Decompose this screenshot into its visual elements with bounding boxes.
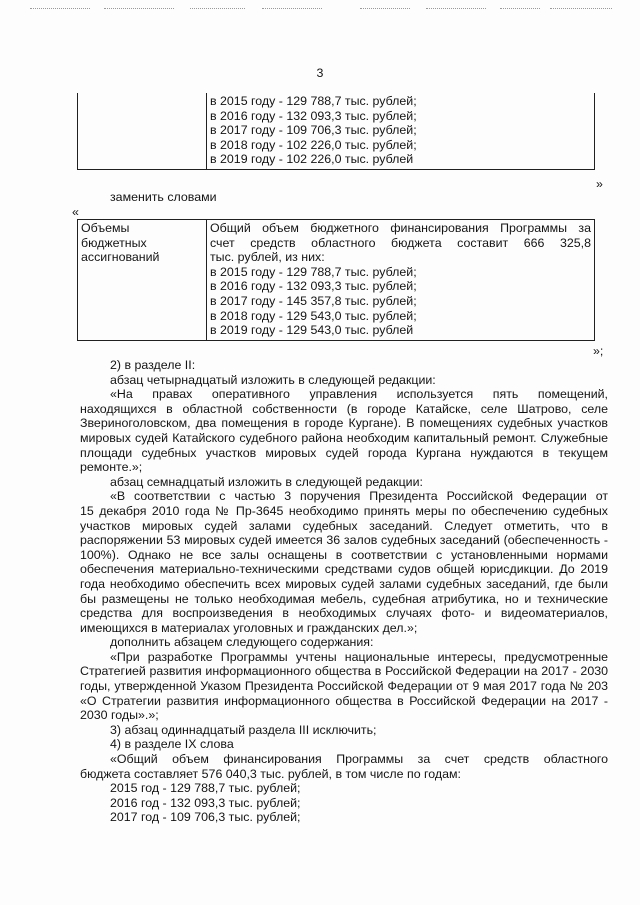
para17-intro: абзац семнадцатый изложить в следующей редакции: [110,474,423,489]
para17-quote-first-line: «В соответствии с частью 3 поручения Президента Российской Федерации от [110,489,608,504]
year-row: в 2019 году - 102 226,0 тыс. рублей [210,152,414,167]
scan-header-line [30,6,612,12]
table-value-cell [207,93,595,169]
item-4: 4) в разделе IX слова [110,737,234,752]
para14-quote-rest: находящихся в областной собственности (в городе Катайске, селе Шатрово, селе Звериноголовском, два помещения в городе Кургане). В помещениях судебных участков мировых судей Катайского судебного района необходим капитальный ремонт. Служебные площади судебных участков мировых судей города Кургана нуждаются в текущем ремонте.»; [80,401,608,475]
item-3: 3) абзац одиннадцатый раздела III исключить; [110,722,377,737]
para17-quote-rest: 15 декабря 2010 года № Пр-3645 необходимо принять меры по обеспечению судебных участков мировых судей залами судебных заседаний. Следует отметить, что в распоряжении 53 мировых судей имеется 36 залов судебных заседаний (обеспеченность - 100%). Однако не все залы оснащены в соответствии с установленными нормами обеспечения материально-техническими средствами судов общей юрисдикции. До 2019 года необходимо обеспечить всех мировых судей залами судебных заседаний, где были бы размещены не только необходимая мебель, судебная атрибутика, но и технические средства для воспроизведения в необходимых случаях фото- и видеоматериалов, имеющихся в материалах уголовных и гражданских дел.»; [80,503,608,635]
item4-quote-rest: бюджета составляет 576 040,3 тыс. рублей, в том числе по годам: [80,766,461,781]
item4-quote-first-line: «Общий объем финансирования Программы за счет средств областного [110,752,608,767]
year-row: в 2016 году - 132 093,3 тыс. рублей; [210,279,417,294]
table-value-cell [207,220,595,341]
year-row: в 2019 году - 129 543,0 тыс. рублей [210,323,414,338]
budget-table-new [77,219,595,341]
year-row: в 2015 году - 129 788,7 тыс. рублей; [210,264,417,279]
label-line: Объемы [81,221,130,235]
label-line: ассигнований [81,250,160,265]
table-label-cell [78,220,207,341]
table-label-cell [78,93,207,169]
year-row: в 2018 году - 102 226,0 тыс. рублей; [210,137,417,152]
year-line: 2016 год - 132 093,3 тыс. рублей; [110,795,301,810]
year-row: в 2017 году - 109 706,3 тыс. рублей; [210,123,417,138]
intro-line: тыс. рублей, из них: [210,250,325,265]
document-body [80,358,608,825]
closing-quote: » [596,177,603,191]
page-number: 3 [316,66,324,80]
closing-quote: »; [593,344,604,358]
year-line: 2017 год - 109 706,3 тыс. рублей; [110,810,301,825]
opening-quote: « [72,205,79,219]
year-row: в 2016 году - 132 093,3 тыс. рублей; [210,108,417,123]
label-line: бюджетных [81,235,147,250]
intro-line: счет средств областного бюджета составит 666 325,8 [210,235,591,250]
year-row: в 2015 году - 129 788,7 тыс. рублей; [210,94,417,108]
para14-quote-first-line: «На правах оперативного управления используется пять помещений, [110,387,608,402]
budget-table-old [77,93,595,170]
replace-words-line: заменить словами [110,190,217,204]
item-2: 2) в разделе II: [110,358,196,372]
year-row: в 2017 году - 145 357,8 тыс. рублей; [210,293,417,308]
add-para-quote-first-line: «При разработке Программы учтены национальные интересы, предусмотренные [110,649,608,664]
year-line: 2015 год - 129 788,7 тыс. рублей; [110,781,301,796]
add-para-intro: дополнить абзацем следующего содержания: [110,635,374,650]
intro-line: Общий объем бюджетного финансирования Программы за [210,221,591,235]
year-row: в 2018 году - 129 543,0 тыс. рублей; [210,308,417,323]
add-para-quote-rest: Стратегией развития информационного общества в Российской Федерации на 2017 - 2030 годы, утвержденной Указом Президента Российской Федерации от 9 мая 2017 года № 203 «О Стратегии развития информационного общества в Российской Федерации на 2017 - 2030 годы».»; [80,664,608,723]
para14-intro: абзац четырнадцатый изложить в следующей редакции: [110,372,436,387]
